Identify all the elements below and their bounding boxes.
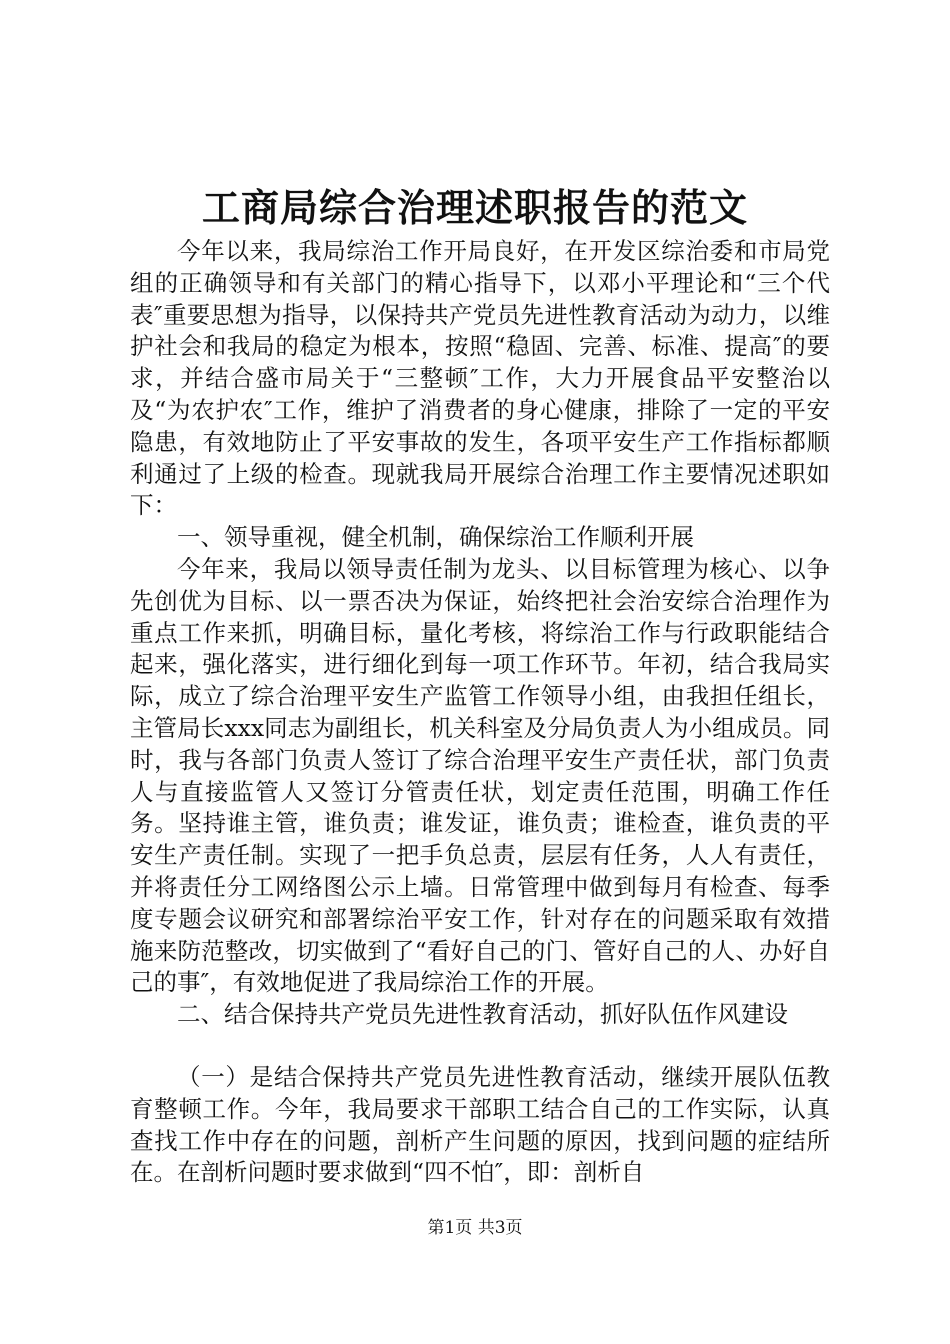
section-1-paragraph: 今年来，我局以领导责任制为龙头、以目标管理为核心、以争先创优为目标、以一票否决为保证，始终把社会治安综合治理作为重点工作来抓，明确目标，量化考核，将综治工作与行政职能结合起来，强化落实，进行细化到每一项工作环节。年初，结合我局实际，成立了综合治理平安生产监管工作领导小组，由我担任组长，主管局长xxx同志为副组长，机关科室及分局负责人为小组成员。同时，我与各部门负责人签订了综合治理平安生产责任状，部门负责人与直接监管人又签订分管责任状，划定责任范围，明确工作任务。坚持谁主管，谁负责；谁发证，谁负责；谁检查，谁负责的平安生产责任制。实现了一把手负总责，层层有任务，人人有责任，并将责任分工网络图公示上墙。日常管理中做到每月有检查、每季度专题会议研究和部署综治平安工作，针对存在的问题采取有效措施来防范整改，切实做到了“看好自己的门、管好自己的人、办好自己的事″，有效地促进了我局综治工作的开展。: [130, 554, 830, 997]
intro-paragraph: 今年以来，我局综治工作开局良好，在开发区综治委和市局党组的正确领导和有关部门的精心指导下，以邓小平理论和“三个代表″重要思想为指导，以保持共产党员先进性教育活动为动力，以维护社会和我局的稳定为根本，按照“稳固、完善、标准、提高″的要求，并结合盛市局关于“三整顿″工作，大力开展食品平安整治以及“为农护农″工作，维护了消费者的身心健康，排除了一定的平安隐患，有效地防止了平安事故的发生，各项平安生产工作指标都顺利通过了上级的检查。现就我局开展综合治理工作主要情况述职如下：: [130, 237, 830, 520]
document-body: [130, 236, 830, 1189]
document-title: 工商局综合治理述职报告的范文: [201, 185, 748, 230]
page-footer: 第1页 共3页: [427, 1218, 523, 1238]
paragraph-gap: [130, 1031, 830, 1062]
section-2-subparagraph-1: （一）是结合保持共产党员先进性教育活动，继续开展队伍教育整顿工作。今年，我局要求干部职工结合自己的工作实际，认真查找工作中存在的问题，剖析产生问题的原因，找到问题的症结所在。在剖析问题时要求做到“四不怕″，即：剖析自: [130, 1062, 830, 1187]
section-heading-1: 一、领导重视，健全机制，确保综治工作顺利开展: [177, 523, 694, 552]
section-heading-2: 二、结合保持共产党员先进性教育活动，抓好队伍作风建设: [177, 1000, 788, 1029]
